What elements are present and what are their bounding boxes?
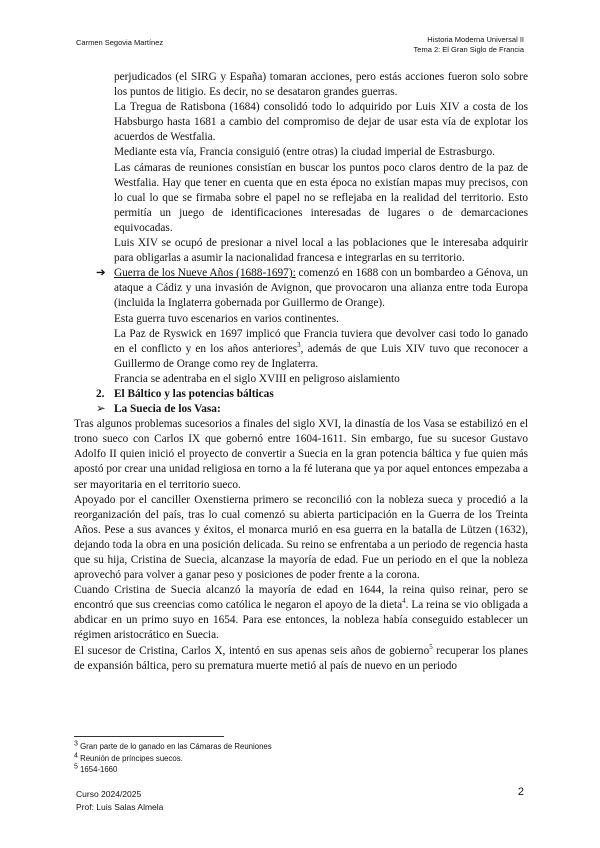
header-right [414,35,524,55]
paragraph: Francia se adentraba en el siglo XVIII en peligroso aislamiento [114,372,400,385]
footnotes [74,741,272,776]
header-topic: Tema 2: El Gran Siglo de Francia [413,45,524,54]
paragraph: Apoyado por el canciller Oxenstierna primero se reconcilió con la nobleza sueca y procedió a la reorganización del país, tras lo cual comenzó su abierta participación en la Guerra de los Treinta Años. Pese a sus avances y éxitos, el monarca murió en esa guerra en la batalla de Lützen (1632), dejando toda la obra en una posición delicada. Su reino se enfrentaba a un periodo de regencia hasta que su hija, Cristina de Suecia, alcanzase la mayoría de edad. Fue un periodo en el que la nobleza aprovechó para volver a ganar peso y posiciones de poder frente a la corona. [74,493,528,582]
header-subject: Historia Moderna Universal II [427,35,524,44]
paragraph [74,327,528,372]
footnote [74,753,272,765]
bullet-item-nine-years-war [74,266,528,311]
text-run: . La reina se vio obligada a abdicar en un primo suyo en 1654. Para ese entonces, la nobleza había conseguido establecer un régimen aristocrático en Suecia. [74,599,528,642]
footnote-mark: 4 [74,752,78,759]
war-title: Guerra de los Nueve Años (1688-1697): [114,267,296,280]
footnote-ref: 3 [297,340,301,349]
footnote-ref: 4 [402,597,406,606]
section-number: 2. [96,387,105,400]
subsection-heading [74,402,528,417]
paragraph: Las cámaras de reuniones consistían en buscar los puntos poco claros dentro de la paz de Westfalia. Hay que tener en cuenta que en esta época no existían mapas muy precisos, con lo cual lo que se firmaba sobre el papel no se reflejaba en la realidad del territorio. Esto permitía un juego de identificaciones interesadas de lugares o de demarcaciones equivocadas. [114,161,528,234]
text-run: recuperar los planes de expansión báltica, pero su prematura muerte metió al país de nuevo en un periodo [74,644,529,672]
paragraph: Mediante esta vía, Francia consiguió (entre otras) la ciudad imperial de Estrasburgo. [114,146,495,159]
footnote-text: Reunión de príncipes suecos. [77,753,183,763]
footnote [74,741,272,753]
footer-left [76,788,163,813]
section-heading [74,387,528,402]
paragraph [74,644,528,674]
footer-course: Curso 2024/2025 [76,789,142,799]
war-text: comenzó en 1688 con un bombardeo a Génova, un ataque a Cádiz y una invasión de Avignon, que provocaron una alianza entre toda Europa (incluida la Inglaterra gobernada por Guillermo de Orange). [114,267,528,310]
text-run: Cuando Cristina de Suecia alcanzó la mayoría de edad en 1644, la reina quiso reinar, pero se encontró que sus creencias como católica le negaron el apoyo de la dieta [74,584,528,612]
paragraph: perjudicados (el SIRG y España) tomaran acciones, pero estás acciones fueron solo sobre los puntos de litigio. Es decir, no se desataron grandes guerras. [114,71,528,99]
footnote-ref: 5 [429,642,433,651]
arrow-icon: ➔ [96,267,106,280]
arrowhead-icon: ➢ [96,403,106,416]
footnote-divider [74,736,224,737]
paragraph: Tras algunos problemas sucesorios a finales del siglo XVI, la dinastía de los Vasa se estabilizó en el trono sueco con Carlos IX que gobernó entre 1604-1611. Sin embargo, fue su sucesor Gustavo Adolfo II quien inició el proyecto de convertir a Suecia en la gran potencia báltica y fue quien más apostó por crear una unidad religiosa en torno a la fé luterana que ya por aquel entonces empezaba a ser mayoritaria en el territorio sueco. [74,418,528,491]
subsection-title: La Suecia de los Vasa: [114,403,221,416]
document-body [74,70,528,674]
paragraph: Luis XIV se ocupó de presionar a nivel local a las poblaciones que le interesaba adquirir para obligarlas a asumir la nacionalidad francesa e integrarlas en su territorio. [114,237,528,265]
text-run: , además de que Luis XIV tuvo que reconocer a Guillermo de Orange como rey de Inglaterra. [114,342,529,370]
text-run: La Paz de Ryswick en 1697 implicó que Francia tuviera que devolver casi todo lo ganado en el conflicto y en los años anteriores [114,327,528,355]
footnote-mark: 5 [74,763,78,771]
footnote-mark: 3 [74,740,78,748]
paragraph [74,583,528,643]
header-author: Carmen Segovia Martínez [76,38,164,47]
footnote-text: Gran parte de lo ganado en las Cámaras de Reuniones [77,742,272,751]
footnote-text: 1654-1660 [77,765,118,775]
paragraph: Esta guerra tuvo escenarios en varios continentes. [114,312,339,325]
section-title: El Báltico y las potencias bálticas [114,387,274,400]
text-run: El sucesor de Cristina, Carlos X, intentó en sus apenas seis años de gobierno [74,644,430,657]
paragraph: La Tregua de Ratisbona (1684) consolidó todo lo adquirido por Luis XIV a costa de los Habsburgo hasta 1681 a cambio del compromiso de dejar de usar esta vía de explotar los acuerdos de Westfalia. [114,101,528,144]
footnote [74,764,272,776]
footer-professor: Prof: Luis Salas Almela [76,801,164,812]
page-number: 2 [517,786,524,798]
